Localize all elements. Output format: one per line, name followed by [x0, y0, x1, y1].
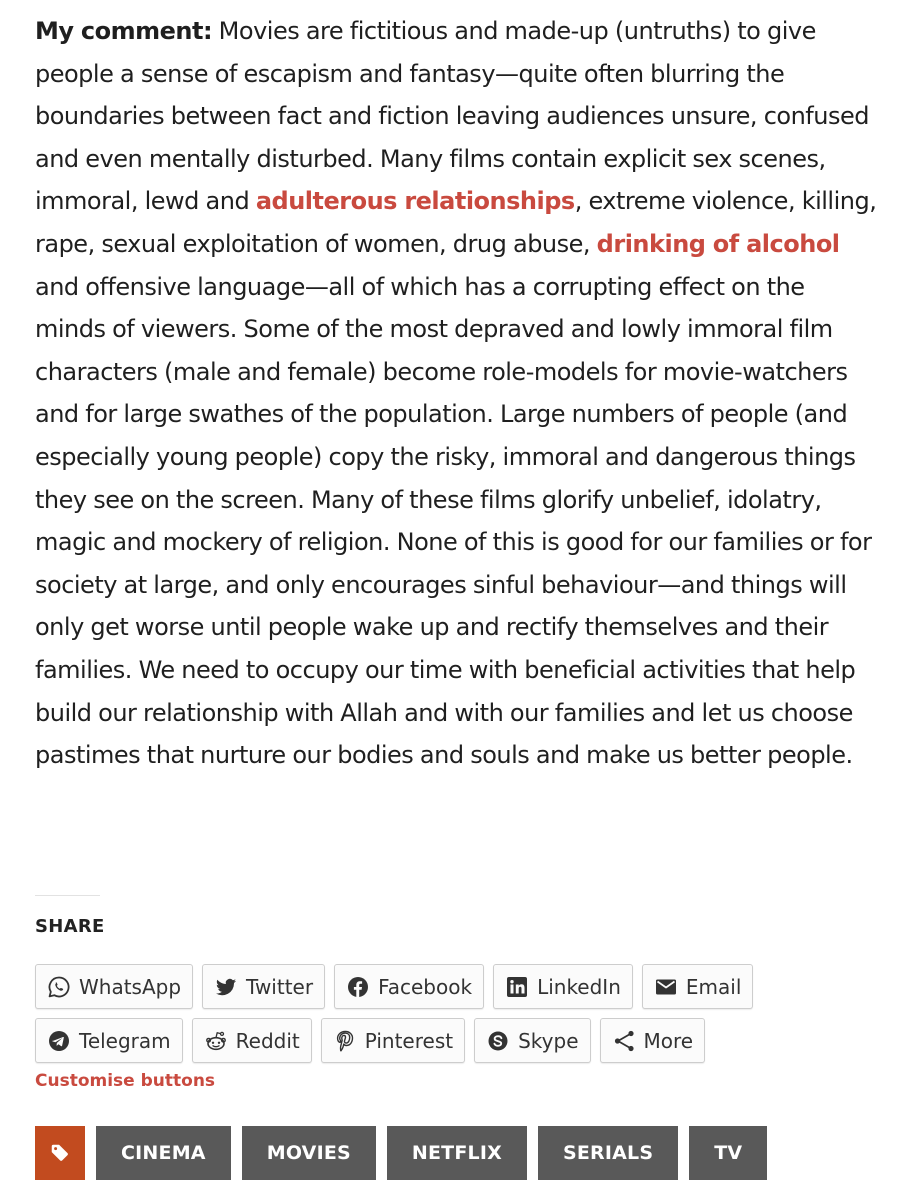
share-linkedin-button[interactable]: [493, 964, 633, 1009]
comment-text-1: Movies are fictitious and made-up (untruths) to give people a sense of escapism and fantasy—quite often blurring the boundaries between fact and fiction leaving audiences unsure, confused and even mentally disturbed. Many films contain explicit sex scenes, immoral, lewd and: [35, 17, 869, 216]
share-pinterest-button[interactable]: [321, 1018, 465, 1063]
tags-label: [35, 1126, 85, 1180]
reddit-icon: [204, 1029, 228, 1053]
twitter-icon: [214, 975, 238, 999]
adulterous-relationships-link[interactable]: adulterous relationships: [255, 187, 575, 216]
share-reddit-button[interactable]: [192, 1018, 312, 1063]
tag-cinema[interactable]: CINEMA: [96, 1126, 231, 1180]
tag-serials[interactable]: SERIALS: [538, 1126, 678, 1180]
whatsapp-icon: [47, 975, 71, 999]
share-telegram-label: Telegram: [79, 1028, 171, 1053]
tag-icon: [49, 1142, 71, 1164]
share-pinterest-label: Pinterest: [364, 1028, 454, 1053]
drinking-of-alcohol-link[interactable]: drinking of alcohol: [596, 229, 840, 258]
share-skype-label: Skype: [518, 1028, 579, 1053]
share-telegram-button[interactable]: [35, 1018, 183, 1063]
tag-netflix[interactable]: NETFLIX: [387, 1126, 527, 1180]
share-whatsapp-label: WhatsApp: [79, 974, 182, 999]
share-email-label: Email: [685, 974, 742, 999]
share-buttons-row-2: [35, 1018, 705, 1063]
facebook-icon: [346, 975, 370, 999]
share-more-label: More: [643, 1028, 694, 1053]
share-facebook-label: Facebook: [378, 974, 473, 999]
share-twitter-button[interactable]: [202, 964, 325, 1009]
share-twitter-label: Twitter: [246, 974, 314, 999]
linkedin-icon: [505, 975, 529, 999]
pinterest-icon: [333, 1029, 357, 1053]
share-facebook-button[interactable]: [334, 964, 484, 1009]
share-whatsapp-button[interactable]: [35, 964, 193, 1009]
share-icon: [612, 1029, 636, 1053]
article-body: [35, 10, 880, 777]
comment-text-3: and offensive language—all of which has a corrupting effect on the minds of viewers. Some of the most depraved and lowly immoral film characters (male and female) become role-models for movie-watchers and for large swathes of the population. Large numbers of people (and especially young people) copy the risky, immoral and dangerous things they see on the screen. Many of these films glorify unbelief, idolatry, magic and mockery of religion. None of this is good for our families or for society at large, and only encourages sinful behaviour—and things will only get worse until people wake up and rectify themselves and their families. We need to occupy our time with beneficial activities that help build our relationship with Allah and with our families and let us choose pastimes that nurture our bodies and souls and make us better people.: [35, 272, 872, 770]
comment-paragraph: [35, 10, 880, 777]
telegram-icon: [47, 1029, 71, 1053]
share-divider: [35, 895, 100, 896]
email-icon: [654, 975, 678, 999]
tag-movies[interactable]: MOVIES: [242, 1126, 376, 1180]
comment-text-2: , extreme violence, killing, rape, sexual exploitation of women, drug abuse,: [35, 187, 877, 258]
comment-label: My comment:: [35, 17, 213, 45]
tag-list: [35, 1126, 767, 1180]
tag-tv[interactable]: TV: [689, 1126, 767, 1180]
share-buttons-row-1: [35, 964, 753, 1009]
share-reddit-label: Reddit: [235, 1028, 300, 1053]
share-linkedin-label: LinkedIn: [537, 974, 621, 999]
share-more-button[interactable]: [600, 1018, 706, 1063]
skype-icon: [486, 1029, 510, 1053]
customise-buttons-link[interactable]: Customise buttons: [35, 1071, 216, 1091]
share-skype-button[interactable]: [474, 1018, 590, 1063]
share-heading: SHARE: [35, 916, 105, 937]
share-email-button[interactable]: [642, 964, 754, 1009]
